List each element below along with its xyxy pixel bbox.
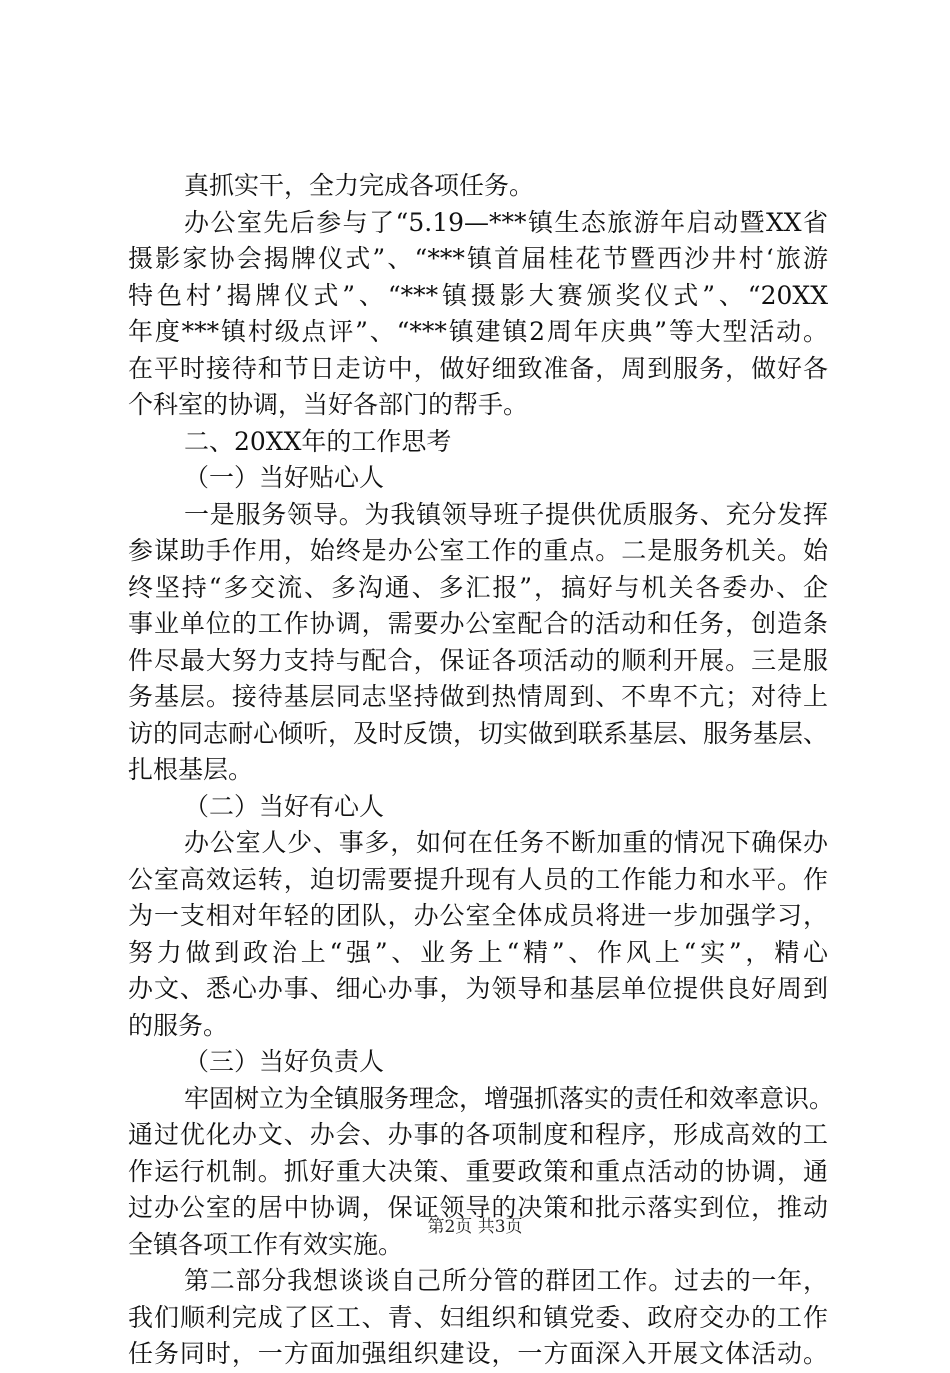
text-line: 摄影家协会揭牌仪式”、“***镇首届桂花节暨西沙井村‘旅游 bbox=[128, 244, 828, 273]
text-line: 公室高效运转，迫切需要提升现有人员的工作能力和水平。作 bbox=[128, 864, 828, 894]
text-line: 努力做到政治上“强”、业务上“精”、作风上“实”，精心 bbox=[128, 937, 828, 967]
text-line: 个科室的协调，当好各部门的帮手。 bbox=[128, 390, 529, 419]
text-line: 过办公室的居中协调，保证领导的决策和批示落实到位，推动 bbox=[128, 1193, 828, 1222]
text-line: 全镇各项工作有效实施。 bbox=[128, 1229, 404, 1259]
text-line: （三）当好负责人 bbox=[184, 1047, 385, 1076]
text-line: 真抓实干，全力完成各项任务。 bbox=[184, 171, 535, 200]
text-line: 务基层。接待基层同志坚持做到热情周到、不卑不亢；对待上 bbox=[128, 682, 828, 711]
text-line: 事业单位的工作协调，需要办公室配合的活动和任务，创造条 bbox=[128, 609, 828, 638]
text-line: 为一支相对年轻的团队，办公室全体成员将进一步加强学习， bbox=[128, 901, 828, 930]
text-line: 二、20XX年的工作思考 bbox=[184, 426, 452, 456]
text-line: 扎根基层。 bbox=[128, 755, 254, 784]
text-line: 参谋助手作用，始终是办公室工作的重点。二是服务机关。始 bbox=[128, 536, 828, 565]
text-line: （一）当好贴心人 bbox=[184, 463, 385, 492]
text-line: 第二部分我想谈谈自己所分管的群团工作。过去的一年， bbox=[184, 1266, 828, 1295]
text-line: 通过优化办文、办会、办事的各项制度和程序，形成高效的工 bbox=[128, 1120, 828, 1149]
text-line: 特色村’揭牌仪式”、“***镇摄影大赛颁奖仪式”、“20XX bbox=[128, 280, 828, 310]
text-line: 牢固树立为全镇服务理念，增强抓落实的责任和效率意识。 bbox=[184, 1083, 835, 1113]
text-line: （二）当好有心人 bbox=[184, 791, 385, 821]
text-line: 一是服务领导。为我镇领导班子提供优质服务、充分发挥 bbox=[184, 499, 828, 529]
text-line: 年度***镇村级点评”、“***镇建镇2周年庆典”等大型活动。 bbox=[128, 317, 828, 346]
text-line: 办公室先后参与了“5.19—***镇生态旅游年启动暨XX省 bbox=[184, 207, 828, 237]
text-line: 办文、悉心办事、细心办事，为领导和基层单位提供良好周到 bbox=[128, 974, 828, 1003]
text-line: 访的同志耐心倾听，及时反馈，切实做到联系基层、服务基层、 bbox=[128, 718, 829, 748]
document-body bbox=[128, 168, 835, 1373]
text-line: 办公室人少、事多，如何在任务不断加重的情况下确保办 bbox=[184, 828, 828, 857]
text-line: 终坚持“多交流、多沟通、多汇报”，搞好与机关各委办、企 bbox=[128, 572, 828, 602]
text-line: 在平时接待和节日走访中，做好细致准备，周到服务，做好各 bbox=[128, 353, 828, 383]
text-line: 件尽最大努力支持与配合，保证各项活动的顺利开展。三是服 bbox=[128, 645, 828, 675]
text-line: 我们顺利完成了区工、青、妇组织和镇党委、政府交办的工作 bbox=[128, 1302, 828, 1332]
page-footer: 第2页 共3页 bbox=[427, 1217, 523, 1237]
text-line: 任务同时，一方面加强组织建设，一方面深入开展文体活动。 bbox=[128, 1339, 828, 1368]
text-line: 的服务。 bbox=[128, 1010, 229, 1040]
text-line: 作运行机制。抓好重大决策、重要政策和重点活动的协调，通 bbox=[128, 1156, 828, 1186]
